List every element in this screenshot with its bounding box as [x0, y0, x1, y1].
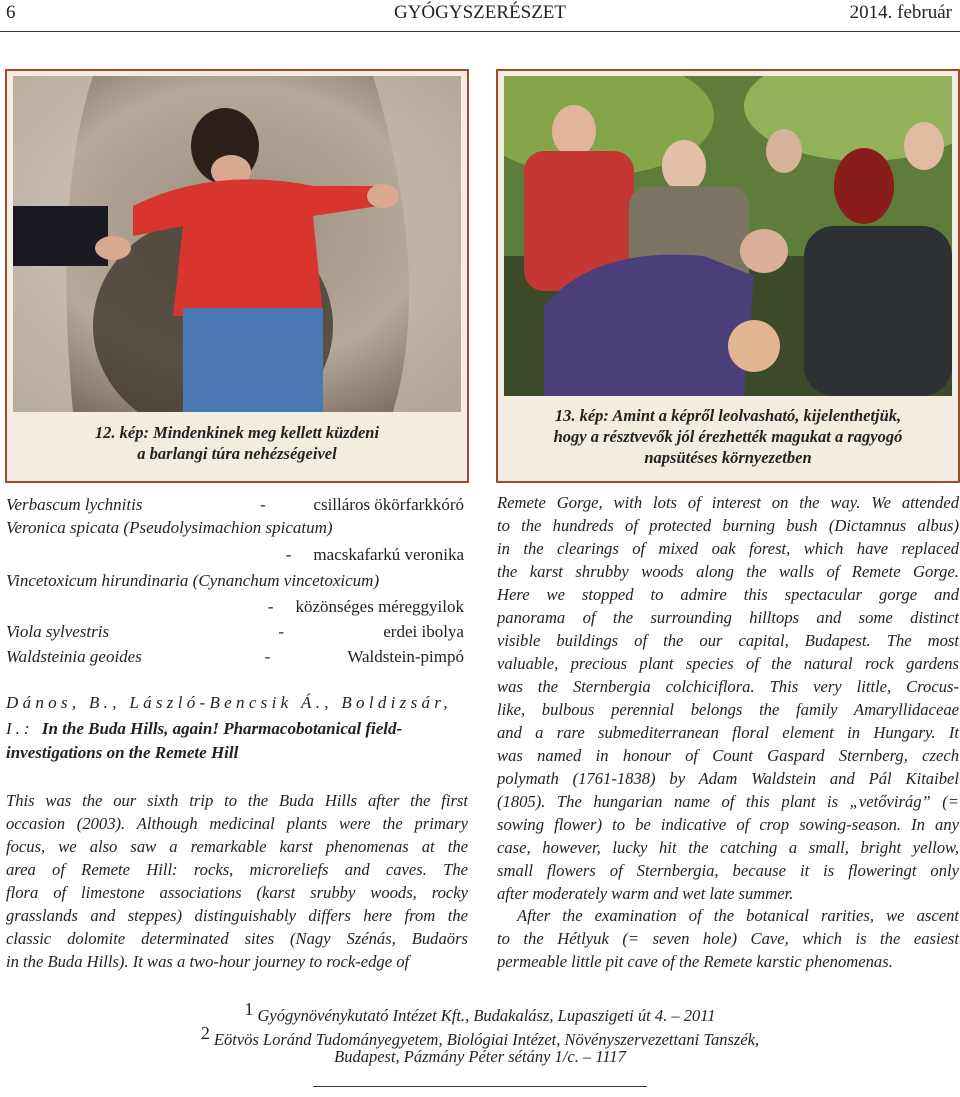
species-hungarian: közönséges méreggyilok: [295, 597, 464, 616]
footnote-1-text: Gyógynövénykutató Intézet Kft., Budakalász, Lupaszigeti út 4. – 2011: [257, 1006, 716, 1025]
text-line: was named in honour of Count Gaspard Sternberg, czech: [497, 746, 959, 765]
text-line: to the hundreds of protected burning bush (Dictamnus albus): [497, 516, 959, 535]
figure-12-photo: [13, 76, 461, 412]
footnote-2-line2: Budapest, Pázmány Péter sétány 1/c. – 1117: [334, 1047, 626, 1066]
text-line: small flowers of Sternbergia, because it is floweringt only: [497, 861, 959, 880]
footnote-2-mark: 2: [200, 1023, 210, 1043]
text-line: classic dolomite determinated sites (Nagy Szénás, Budaörs: [6, 929, 468, 948]
text-line: occasion (2003). Although medicinal plants were the primary: [6, 814, 468, 833]
text-line: visible buildings of the our capital, Budapest. The most: [497, 631, 959, 650]
figure-13-photo: [504, 76, 952, 396]
species-dash: -: [285, 545, 292, 564]
species-hungarian: Waldstein-pimpó: [347, 647, 464, 666]
text-line: like, bulbous perennial belongs the family Amaryllidaceae: [497, 700, 959, 719]
footnote-2-text: Eötvös Loránd Tudományegyetem, Biológiai Intézet, Növényszervezettani Tanszék,: [213, 1030, 760, 1049]
text-line: valuable, precious plant species of the natural rock gardens: [497, 654, 959, 673]
text-line: in the clearings of mixed oak forest, which have replaced: [497, 539, 959, 558]
journal-title: GYÓGYSZERÉSZET: [393, 2, 567, 23]
figure-13-caption-line3: napsütéses környezetben: [644, 448, 812, 467]
footnote-1-mark: 1: [244, 999, 254, 1019]
species-dash: -: [278, 622, 285, 641]
text-line: flora of limestone associations (karst srubby woods, rocky: [6, 883, 468, 902]
species-row: [6, 543, 464, 566]
issue-date: 2014. február: [849, 2, 952, 23]
figure-12-caption-line1: 12. kép: Mindenkinek meg kellett küzdeni: [94, 423, 380, 442]
text-line: was the Sternbergia colchiciflora. This very little, Crocus-: [497, 677, 959, 696]
text-line: polymath (1761-1838) by Adam Waldstein and Pál Kitaibel: [497, 769, 959, 788]
abstract-title-part: investigations on the Remete Hill: [6, 743, 239, 762]
species-hungarian: erdei ibolya: [383, 622, 464, 641]
species-latin: Verbascum lychnitis: [6, 495, 143, 514]
species-hungarian: csilláros ökörfarkkóró: [313, 495, 464, 514]
text-line: permeable little pit cave of the Remete karstic phenomenas.: [497, 952, 893, 971]
right-paragraph: [497, 491, 959, 905]
figure-12-caption-line2: a barlangi túra nehézségeivel: [137, 444, 337, 463]
figure-13-caption: [498, 405, 958, 468]
species-latin: Veronica spicata (Pseudolysimachion spicatum): [6, 518, 333, 537]
species-dash: -: [267, 597, 274, 616]
footer-rule: [313, 1086, 647, 1087]
text-line: Remete Gorge, with lots of interest on the way. We attended: [497, 493, 959, 512]
species-row: [6, 645, 464, 668]
figure-12-caption: [7, 422, 467, 464]
text-line: Here we stopped to admire this spectacular gorge and: [497, 585, 959, 604]
figure-13-frame: [496, 69, 960, 483]
text-line: the karst shrubby woods along the walls of Remete Gorge.: [497, 562, 959, 581]
species-dash: -: [260, 495, 266, 514]
species-latin: Waldsteinia geoides: [6, 647, 142, 666]
text-line: panorama of the surrounding hilltops and some distinct: [497, 608, 959, 627]
text-line: case, however, lucky hit the catching a small, bright yellow,: [497, 838, 959, 857]
species-row: [6, 620, 464, 643]
left-paragraph: [6, 789, 468, 973]
species-dash: -: [264, 647, 271, 666]
species-row: [6, 595, 464, 618]
text-line: focus, we also saw a remarkable karst phenomenas at the: [6, 837, 468, 856]
abstract-author-initial: I.:: [6, 719, 42, 738]
right-paragraph-2: [497, 904, 959, 973]
figure-13-caption-line1: 13. kép: Amint a képről leolvasható, kijelenthetjük,: [554, 406, 902, 425]
text-line: to the Hétlyuk (= seven hole) Cave, which is the easiest: [497, 929, 959, 948]
text-line: After the examination of the botanical rarities, we ascent: [517, 906, 959, 925]
abstract-authors: Dános, B., László-Bencsik Á., Boldizsár,: [6, 693, 452, 712]
text-line: area of Remete Hill: rocks, microreliefs and caves. The: [6, 860, 468, 879]
abstract-title-line: [6, 719, 471, 739]
figure-12-frame: [5, 69, 469, 483]
text-line: and a rare submediterranean floral element in Hungary. It: [497, 723, 959, 742]
text-line: grasslands and steppes) distinguishably differs here from the: [6, 906, 468, 925]
header-rule: [0, 31, 960, 32]
species-latin: Vincetoxicum hirundinaria (Cynanchum vincetoxicum): [6, 571, 380, 590]
species-hungarian: macskafarkú veronika: [313, 545, 464, 564]
text-line: (1805). The hungarian name of this plant is „vetővirág” (=: [497, 792, 959, 811]
species-latin: Viola sylvestris: [6, 622, 110, 641]
abstract-title-part: In the Buda Hills, again! Pharmacobotanical field-: [41, 719, 403, 738]
text-line: after moderately warm and wet late summer.: [497, 884, 794, 903]
species-row: [6, 493, 464, 516]
text-line: in the Buda Hills). It was a two-hour journey to rock-edge of: [6, 952, 410, 971]
page-number: 6: [6, 2, 16, 23]
text-line: sowing flower) to be indicative of crop sowing-season. In any: [497, 815, 959, 834]
text-line: This was the our sixth trip to the Buda Hills after the first: [6, 791, 468, 810]
figure-13-caption-line2: hogy a résztvevők jól érezhették magukat a ragyogó: [553, 427, 903, 446]
